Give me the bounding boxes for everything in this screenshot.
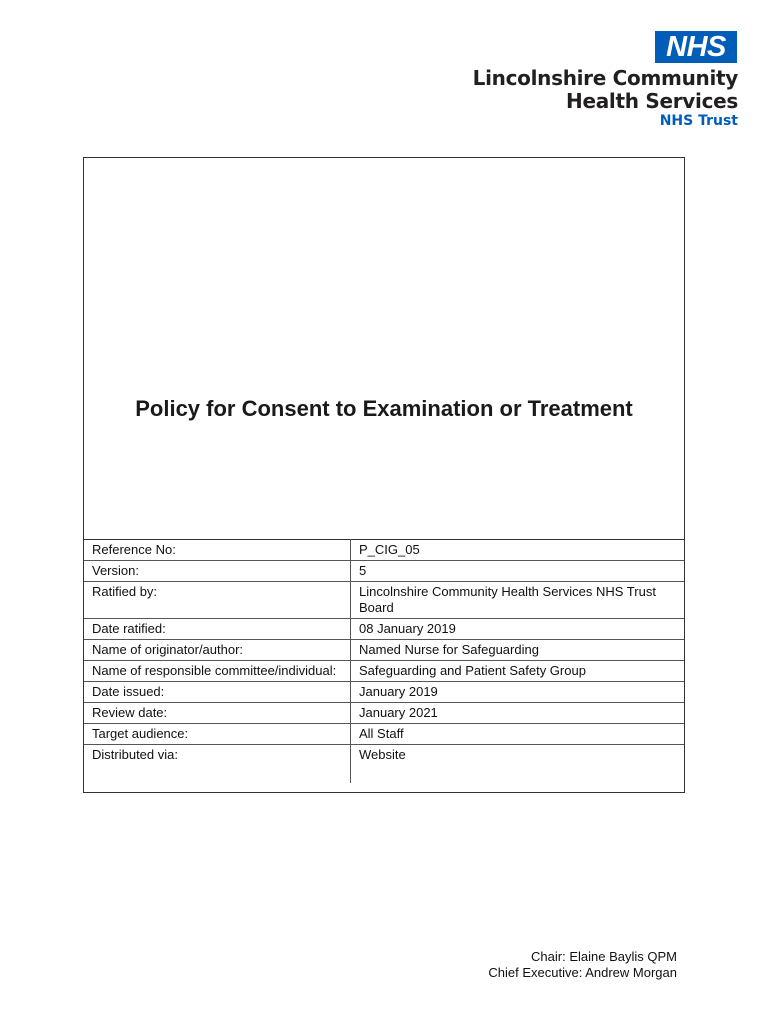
detail-label: Name of originator/author: — [84, 640, 351, 661]
chief-executive-name: Chief Executive: Andrew Morgan — [488, 965, 677, 980]
detail-value: Named Nurse for Safeguarding — [351, 640, 685, 661]
document-title: Policy for Consent to Examination or Treatment — [135, 396, 633, 421]
detail-value: Website — [351, 745, 685, 784]
org-name-line2: Health Services — [566, 89, 738, 113]
nhs-logo: NHS — [655, 31, 737, 63]
detail-label: Date ratified: — [84, 619, 351, 640]
detail-value: Lincolnshire Community Health Services NHS Trust Board — [351, 582, 685, 619]
table-row — [84, 745, 684, 784]
detail-label: Name of responsible committee/individual: — [84, 661, 351, 682]
detail-value: 5 — [351, 561, 685, 582]
detail-label: Ratified by: — [84, 582, 351, 619]
detail-value: All Staff — [351, 724, 685, 745]
detail-value: 08 January 2019 — [351, 619, 685, 640]
detail-label: Target audience: — [84, 724, 351, 745]
chair-name: Chair: Elaine Baylis QPM — [531, 949, 677, 964]
table-row — [84, 682, 684, 703]
detail-label: Review date: — [84, 703, 351, 724]
detail-value: January 2019 — [351, 682, 685, 703]
detail-label: Distributed via: — [84, 745, 351, 784]
document-frame — [83, 157, 685, 793]
detail-label: Reference No: — [84, 540, 351, 561]
table-row — [84, 582, 684, 619]
detail-value: P_CIG_05 — [351, 540, 685, 561]
org-trust-label: NHS Trust — [659, 113, 738, 129]
table-row — [84, 640, 684, 661]
detail-value: Safeguarding and Patient Safety Group — [351, 661, 685, 682]
table-row — [84, 619, 684, 640]
table-row — [84, 540, 684, 561]
table-row — [84, 724, 684, 745]
document-details-table — [84, 539, 684, 783]
table-row — [84, 703, 684, 724]
table-row — [84, 661, 684, 682]
org-name-line1: Lincolnshire Community — [472, 66, 738, 90]
table-row — [84, 561, 684, 582]
detail-label: Date issued: — [84, 682, 351, 703]
detail-value: January 2021 — [351, 703, 685, 724]
detail-label: Version: — [84, 561, 351, 582]
